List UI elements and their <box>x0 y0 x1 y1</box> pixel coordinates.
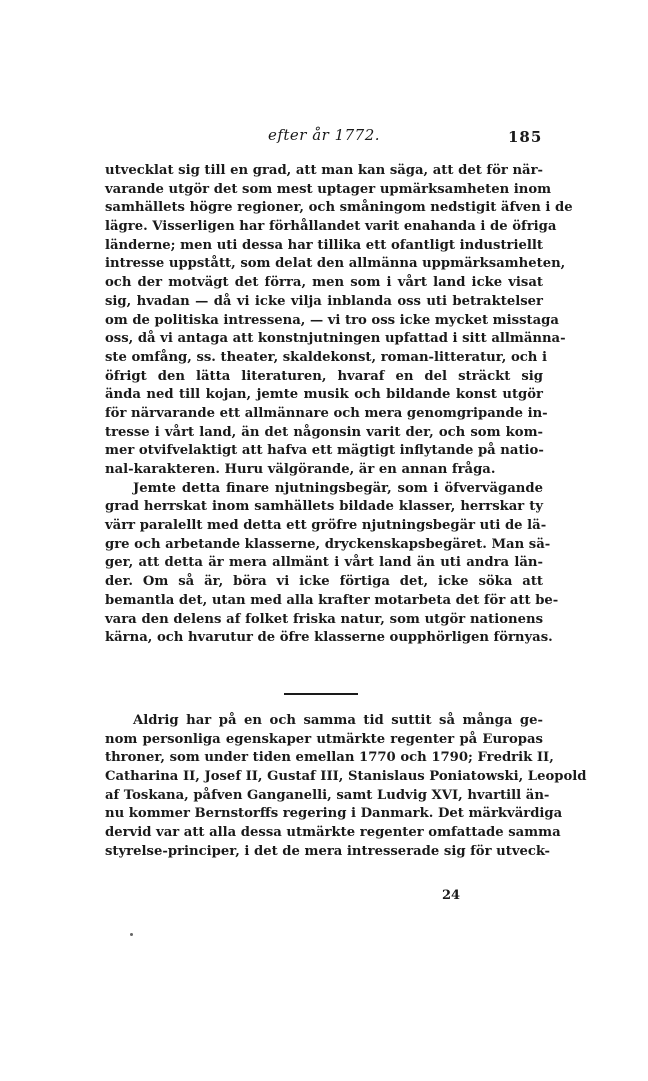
text-block-upper <box>105 162 573 648</box>
text-line: ger, att detta är mera allmänt i vårt land än uti andra län- <box>105 555 543 571</box>
text-line: bemantla det, utan med alla krafter motarbeta det för att be- <box>105 592 559 608</box>
text-line: styrelse-principer, i det de mera intresserade sig för utveck- <box>105 843 550 859</box>
text-line: sig, hvadan — då vi icke vilja inblanda oss uti betraktelser <box>105 293 543 309</box>
text-line: varande utgör det som mest uptager upmärksamheten inom <box>105 181 552 197</box>
text-line: gre och arbetande klasserne, dryckenskapsbegäret. Man sä- <box>105 536 551 552</box>
text-line: tresse i vårt land, än det någonsin varit der, och som kom- <box>105 424 543 440</box>
text-line: om de politiska intressena, — vi tro oss icke mycket misstaga <box>105 312 559 328</box>
text-line: af Toskana, påfven Ganganelli, samt Ludvig XVI, hvartill än- <box>105 787 550 803</box>
text-line: och der motvägt det förra, men som i vårt land icke visat <box>105 275 543 291</box>
page-number: 185 <box>508 128 543 146</box>
running-title: efter år 1772. <box>267 126 381 144</box>
text-line: der. Om så är, böra vi icke förtiga det, icke söka att <box>105 574 543 590</box>
text-line: utvecklat sig till en grad, att man kan säga, att det för när- <box>105 163 543 178</box>
text-line: grad herrskat inom samhällets bildade klasser, herrskar ty <box>105 499 543 515</box>
signature-mark: 24 <box>442 888 461 903</box>
text-line: för närvarande ett allmännare och mera genomgripande in- <box>105 405 548 421</box>
text-line: nu kommer Bernstorffs regering i Danmark. Det märkvärdiga <box>105 806 563 822</box>
text-line: dervid var att alla dessa utmärkte regenter omfattade samma <box>105 825 561 841</box>
text-line: ända ned till kojan, jemte musik och bildande konst utgör <box>105 387 543 403</box>
text-line: mer otvifvelaktigt att hafva ett mägtigt inflytande på natio- <box>105 443 544 459</box>
text-line: öfrigt den lätta literaturen, hvaraf en del sträckt sig <box>105 368 543 384</box>
ink-speck <box>130 933 133 936</box>
text-line: värr paralellt med detta ett gröfre njutningsbegär uti de lä- <box>105 518 547 534</box>
text-line: intresse uppstått, som delat den allmänna uppmärksamheten, <box>105 256 566 272</box>
text-line: nom personliga egenskaper utmärkte regenter på Europas <box>105 731 543 747</box>
text-line: länderne; men uti dessa har tillika ett ofantligt industriellt <box>105 237 543 253</box>
text-block-lower <box>105 712 587 862</box>
text-line: oss, då vi antaga att konstnjutningen upfattad i sitt allmänna- <box>105 331 566 347</box>
text-line: lägre. Visserligen har förhållandet varit enahanda i de öfriga <box>105 219 557 235</box>
text-line: nal-karakteren. Huru välgörande, är en annan fråga. <box>105 462 496 477</box>
text-line: Aldrig har på en och samma tid suttit så många ge- <box>133 713 543 728</box>
text-line: kärna, och hvarutur de öfre klasserne oupphörligen förnyas. <box>105 630 553 646</box>
text-line: samhällets högre regioner, och småningom nedstigit äfven i de <box>105 200 573 216</box>
text-line: ste omfång, ss. theater, skaldekonst, roman-litteratur, och i <box>105 349 547 365</box>
text-line: throner, som under tiden emellan 1770 och 1790; Fredrik II, <box>105 750 554 766</box>
section-divider <box>284 693 358 695</box>
text-line: Catharina II, Josef II, Gustaf III, Stanislaus Poniatowski, Leopold <box>105 769 587 785</box>
text-line: Jemte detta finare njutningsbegär, som i öfvervägande <box>133 480 543 496</box>
text-line: vara den delens af folket friska natur, som utgör nationens <box>105 611 543 627</box>
